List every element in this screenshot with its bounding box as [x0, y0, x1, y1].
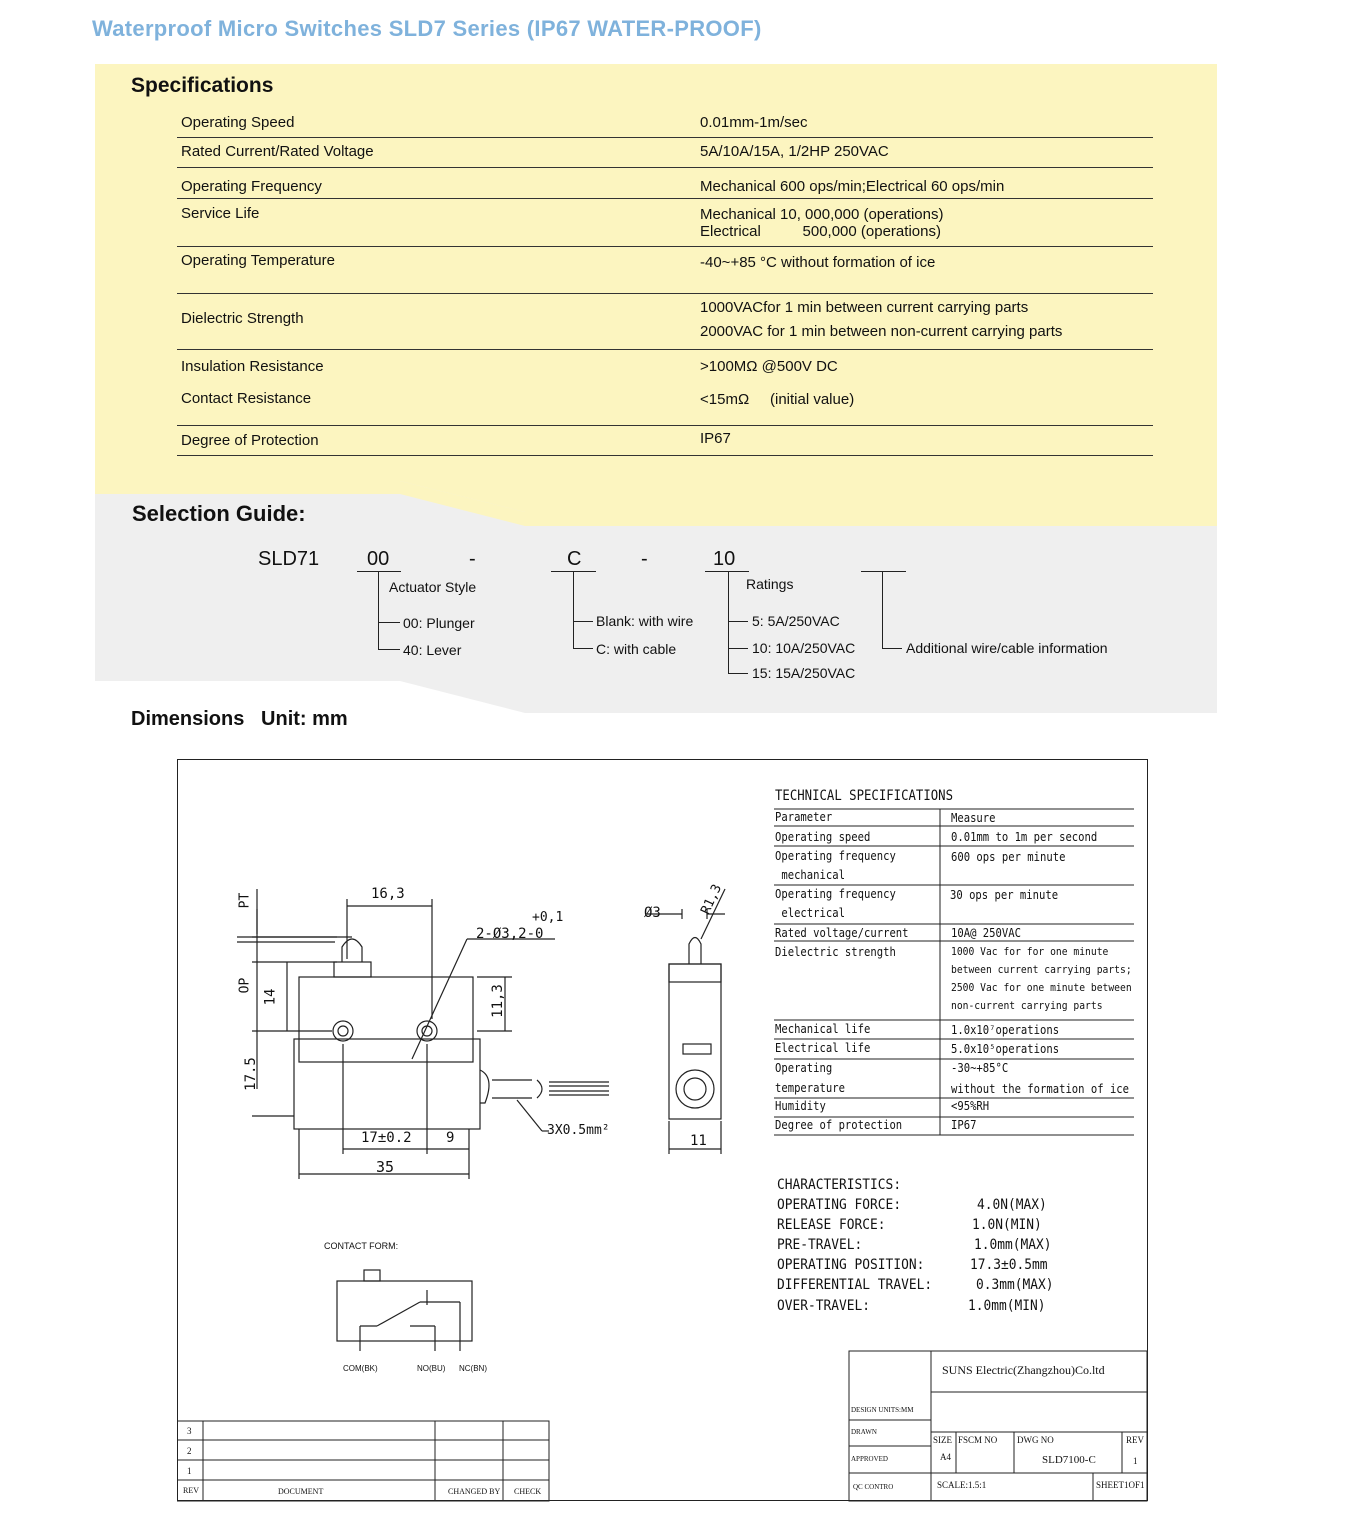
dim-label-phi3: Ø3 [644, 905, 661, 921]
tech-spec-param: temperature [775, 1081, 845, 1095]
spec-row-degree-of-protection [177, 426, 1153, 456]
tech-spec-value: <95%RH [951, 1099, 990, 1113]
title-block-fscm: FSCM NO [958, 1435, 998, 1445]
bracket-line [378, 571, 379, 650]
bracket-tick [728, 621, 748, 622]
wire-option-blank: Blank: with wire [596, 613, 694, 629]
spec-row-rated-current [177, 138, 1153, 168]
title-block-dwg: SLD7100-C [1042, 1454, 1096, 1466]
contact-no-label: NO(BU) [417, 1364, 446, 1373]
characteristic-value: 17.3±0.5mm [970, 1257, 1048, 1273]
code-wire: C [567, 548, 582, 570]
spec-param: Degree of Protection [181, 432, 319, 449]
title-block-company: SUNS Electric(Zhangzhou)Co.ltd [942, 1363, 1105, 1377]
contact-nc-label: NC(BN) [459, 1364, 487, 1373]
dim-label-17-5: 17.5 [242, 1057, 259, 1091]
tech-spec-param: Rated voltage/current [775, 926, 909, 940]
tech-spec-value: IP67 [951, 1118, 977, 1132]
spec-param: Operating Speed [181, 114, 295, 131]
code-underline [861, 571, 906, 572]
tech-spec-param: Operating frequency [775, 849, 896, 863]
tech-spec-value: 30 ops per minute [950, 888, 1059, 902]
spec-row-operating-speed [177, 112, 1153, 138]
characteristic-value: 1.0mm(MIN) [968, 1298, 1046, 1314]
characteristic-label: OPERATING POSITION: [777, 1257, 925, 1273]
ratings-title: Ratings [746, 576, 794, 592]
characteristic-value: 1.0mm(MAX) [974, 1237, 1052, 1253]
rating-option-10: 10: 10A/250VAC [752, 640, 856, 656]
characteristic-label: DIFFERENTIAL TRAVEL: [777, 1277, 933, 1293]
tech-spec-param-2: electrical [775, 906, 845, 920]
dim-label-14: 14 [262, 988, 279, 1006]
spec-value: <15mΩ (initial value) [700, 391, 855, 408]
characteristic-label: OPERATING FORCE: [777, 1197, 902, 1213]
spec-param: Operating Frequency [181, 178, 322, 195]
spec-param: Dielectric Strength [181, 310, 304, 327]
dimensions-heading: Dimensions Unit: mm [131, 708, 348, 730]
code-actuator: 00 [367, 548, 390, 570]
code-underline [705, 571, 749, 572]
title-block-scale: SCALE:1.5:1 [937, 1480, 987, 1490]
tech-spec-value: 600 ops per minute [951, 850, 1066, 864]
dim-label-11: 11 [690, 1133, 707, 1149]
dim-label-17-0-2: 17±0.2 [361, 1130, 412, 1146]
dim-label-16-3: 16,3 [371, 886, 405, 902]
contact-com-label: COM(BK) [343, 1364, 378, 1373]
spec-value: Mechanical 600 ops/min;Electrical 60 ops/min [700, 178, 1005, 195]
title-block-size-label: SIZE [933, 1435, 952, 1445]
selection-guide-heading: Selection Guide: [132, 501, 306, 526]
spec-param: Insulation Resistance [181, 358, 324, 375]
tech-spec-value-4: non-current carrying parts [951, 999, 1103, 1012]
characteristic-label: PRE-TRAVEL: [777, 1237, 863, 1253]
tech-spec-value: without the formation of ice [951, 1082, 1130, 1096]
page-title: Waterproof Micro Switches SLD7 Series (IP67 WATER-PROOF) [92, 16, 762, 41]
spec-param: Service Life [181, 205, 260, 222]
model-prefix: SLD71 [258, 548, 320, 570]
bracket-tick [378, 622, 400, 623]
revision-rev-label: REV [183, 1486, 199, 1495]
title-block-drawn: DRAWN [851, 1428, 877, 1436]
spec-value: -40~+85 °C without formation of ice [700, 254, 936, 271]
actuator-option-lever: 40: Lever [403, 642, 462, 658]
tech-spec-title: TECHNICAL SPECIFICATIONS [775, 788, 954, 804]
characteristic-value: 4.0N(MAX) [977, 1197, 1047, 1213]
code-underline [357, 571, 401, 572]
title-block-rev-label: REV [1126, 1435, 1144, 1445]
dim-label-11-3: 11,3 [489, 984, 506, 1018]
wire-option-cable: C: with cable [596, 641, 677, 657]
revision-row-3: 3 [187, 1426, 192, 1436]
additional-info-label: Additional wire/cable information [906, 640, 1108, 656]
tech-spec-param-2: mechanical [775, 868, 845, 882]
tech-spec-value: 1.0x10⁷operations [951, 1023, 1060, 1037]
title-block-rev: 1 [1133, 1456, 1138, 1466]
spec-param: Contact Resistance [181, 390, 312, 407]
specifications-heading: Specifications [131, 74, 274, 97]
tech-spec-param: Degree of protection [775, 1118, 903, 1132]
spec-value: 0.01mm-1m/sec [700, 114, 808, 131]
tech-spec-param: Operating speed [775, 830, 871, 844]
tech-spec-value-3: 2500 Vac for one minute between [951, 981, 1132, 994]
spec-value-2: 2000VAC for 1 min between non-current carrying parts [700, 323, 1063, 340]
revision-check-label: CHECK [514, 1487, 542, 1496]
tech-spec-param: Humidity [775, 1099, 826, 1113]
bracket-line [573, 571, 574, 648]
revision-row-2: 2 [187, 1446, 192, 1456]
tech-spec-value: 0.01mm to 1m per second [951, 830, 1098, 844]
tech-spec-value: -30~+85°C [951, 1061, 1009, 1075]
tech-spec-param: Operating frequency [775, 887, 896, 901]
actuator-option-plunger: 00: Plunger [403, 615, 475, 631]
spec-value: Mechanical 10, 000,000 (operations) [700, 206, 944, 223]
bracket-tick [728, 648, 748, 649]
spec-value: >100MΩ @500V DC [700, 358, 838, 375]
characteristic-label: RELEASE FORCE: [777, 1217, 886, 1233]
bracket-line [728, 571, 729, 673]
code-dash: - [469, 548, 476, 570]
tech-spec-value-2: between current carrying parts; [951, 963, 1132, 976]
characteristics-title: CHARACTERISTICS: [777, 1177, 902, 1193]
spec-row-dielectric-strength [177, 294, 1153, 350]
title-block-dwg-label: DWG NO [1017, 1435, 1054, 1445]
tech-spec-param: Mechanical life [775, 1022, 871, 1036]
tech-spec-value: 1000 Vac for for one minute [951, 945, 1109, 958]
spec-row-operating-frequency [177, 168, 1153, 199]
tech-spec-value: 5.0x10⁵operations [951, 1042, 1060, 1056]
rating-option-5: 5: 5A/250VAC [752, 613, 840, 629]
characteristic-value: 0.3mm(MAX) [976, 1277, 1054, 1293]
tech-spec-value: Measure [951, 811, 996, 825]
spec-value-2: Electrical 500,000 (operations) [700, 223, 941, 240]
tech-spec-param: Dielectric strength [775, 945, 896, 959]
dim-label-cable: 3X0.5mm² [547, 1123, 610, 1138]
dim-label-r1-3: R1,3 [698, 882, 726, 917]
characteristic-label: OVER-TRAVEL: [777, 1298, 871, 1314]
spec-row-contact-resistance [177, 382, 1153, 426]
bracket-line [882, 571, 883, 648]
spec-row-insulation-resistance [177, 350, 1153, 382]
actuator-style-title: Actuator Style [389, 579, 477, 595]
bracket-tick [573, 648, 593, 649]
dim-label-9: 9 [446, 1130, 455, 1146]
bracket-tick [728, 673, 748, 674]
spec-param: Operating Temperature [181, 252, 335, 269]
title-block-approved: APPROVED [851, 1455, 888, 1463]
title-block-sheet: SHEET1OF1 [1096, 1480, 1145, 1490]
tech-spec-value: 10A@ 250VAC [951, 926, 1021, 940]
bracket-tick [378, 649, 400, 650]
revision-row-1: 1 [187, 1466, 192, 1476]
title-block-qc: QC CONTRO [853, 1483, 894, 1491]
tech-spec-param: Operating [775, 1061, 833, 1075]
spec-value: IP67 [700, 430, 731, 447]
bracket-tick [882, 648, 902, 649]
dim-label-op: OP [237, 977, 253, 994]
title-block-design-units: DESIGN UNITS:MM [851, 1406, 914, 1414]
revision-document-label: DOCUMENT [278, 1487, 324, 1496]
code-dash: - [641, 548, 648, 570]
dim-label-35: 35 [376, 1158, 395, 1176]
spec-value: 1000VACfor 1 min between current carrying parts [700, 299, 1029, 316]
spec-row-service-life [177, 199, 1153, 247]
spec-value: 5A/10A/15A, 1/2HP 250VAC [700, 143, 889, 160]
dim-label-tolerance: +0,1 [532, 910, 564, 925]
dim-label-holes: 2-Ø3,2-0 [476, 926, 544, 942]
tech-spec-param: Parameter [775, 810, 833, 824]
dim-label-pt: PT [237, 892, 253, 909]
spec-param: Rated Current/Rated Voltage [181, 143, 374, 160]
revision-changed-by-label: CHANGED BY [448, 1487, 501, 1496]
spec-row-operating-temperature [177, 247, 1153, 294]
tech-spec-param: Electrical life [775, 1041, 871, 1055]
contact-form-title: CONTACT FORM: [324, 1241, 399, 1251]
title-block-size: A4 [940, 1452, 951, 1462]
rating-option-15: 15: 15A/250VAC [752, 665, 856, 681]
characteristic-value: 1.0N(MIN) [972, 1217, 1042, 1233]
bracket-tick [573, 621, 593, 622]
code-rating: 10 [713, 548, 736, 570]
